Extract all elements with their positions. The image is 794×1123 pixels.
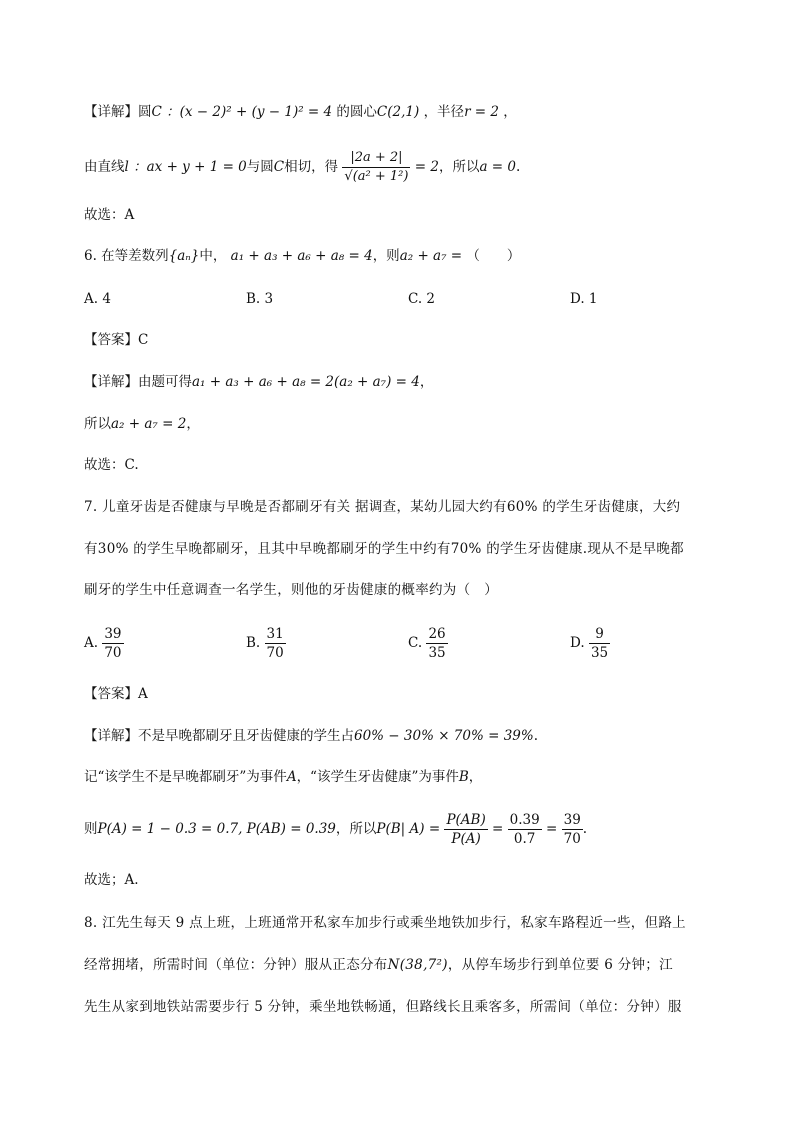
text: ，从停车场步行到单位要 6 分钟；江 (447, 957, 673, 973)
text: ，所以 (335, 821, 377, 837)
option-label: B. (246, 635, 261, 651)
fraction (265, 625, 286, 662)
q7-stem-line3: 刷牙的学生中任意调查一名学生，则他的牙齿健康的概率约为（ ） (84, 582, 498, 598)
q5-choice: 故选：A (84, 207, 135, 223)
fraction (444, 811, 487, 848)
detail-label: 【详解】 (84, 374, 138, 390)
numerator: 9 (589, 625, 610, 644)
q7-detail-line1 (84, 726, 538, 746)
q7-option-b (246, 625, 286, 662)
text: . (516, 159, 521, 175)
q7-prob-line (84, 810, 587, 848)
fraction (589, 625, 610, 662)
text: ， (186, 416, 200, 432)
q7-stem-line2: 有30% 的学生早晚都刷牙，且其中早晚都刷牙的学生中约有70% 的学生牙齿健康.现从不是早晚都 (84, 541, 684, 557)
numerator: 39 (563, 812, 581, 828)
text: ， (503, 104, 517, 120)
text: ，“该学生牙齿健康”为事件 (296, 769, 459, 785)
text: ， (468, 769, 483, 785)
denominator: P(A) (451, 831, 481, 847)
q6-option-d: D. 1 (570, 291, 598, 307)
denominator: 35 (590, 645, 609, 661)
text: 相切，得 (284, 159, 339, 175)
text: = (546, 821, 558, 837)
math-eq: P(A) = 1 − 0.3 = 0.7, P(AB) = 0.39 (97, 821, 336, 837)
q7-events-line (84, 767, 482, 787)
q6-detail-line2 (84, 414, 200, 434)
text: ， (419, 374, 434, 390)
text: ，半径 (423, 104, 465, 120)
numerator: 39 (104, 626, 122, 642)
q6-answer: 【答案】C (84, 332, 149, 348)
math-var: l (124, 159, 129, 175)
fraction (102, 625, 123, 662)
option-label: D. (570, 635, 585, 651)
q7-stem-line1: 7. 儿童牙齿是否健康与早晚是否都刷牙有关 据调查，某幼儿园大约有60% 的学生牙齿健康，大约 (84, 499, 681, 515)
q5-detail-line1 (84, 102, 517, 122)
text: ，则 (372, 248, 400, 264)
q8-stem-line2 (84, 955, 673, 975)
math-eq: a₁ + a₃ + a₆ + a₈ = 2(a₂ + a₇) = 4 (192, 374, 420, 390)
text: 中， (199, 248, 227, 264)
math-eq: N(38,7²) (387, 957, 448, 973)
text: = (492, 821, 504, 837)
text: 不是早晚都刷牙且牙齿健康的学生占 (138, 728, 354, 744)
denominator: 0.7 (513, 831, 536, 847)
text: 的圆心 (336, 104, 377, 120)
math-eq: ：(x − 2)² + (y − 1)² = 4 (166, 104, 333, 120)
math-eq: = 2 (414, 159, 439, 175)
q7-choice: 故选；A. (84, 872, 139, 888)
q7-answer: 【答案】A (84, 686, 148, 702)
option-label: C. (408, 635, 423, 651)
text: 圆 (138, 104, 152, 120)
math-eq: P(B| A) = (376, 821, 441, 837)
q5-detail-line2 (84, 148, 520, 186)
numerator: 31 (266, 626, 284, 642)
q6-option-b: B. 3 (246, 291, 274, 307)
math-eq: r = 2 (464, 104, 499, 120)
text: ，所以 (438, 159, 480, 175)
option-label: A. (84, 635, 99, 651)
text: （ ） (466, 248, 521, 264)
q7-option-c (408, 625, 448, 662)
text: 与圆 (246, 159, 274, 175)
q8-stem-line1: 8. 江先生每天 9 点上班，上班通常开私家车加步行或乘坐地铁加步行，私家车路程近一些，但路上 (84, 915, 686, 931)
math-eq: C(2,1) (376, 104, 420, 120)
numerator: P(AB) (446, 812, 486, 828)
math-eq: 60% − 30% × 70% = 39% (354, 728, 534, 744)
text: 由直线 (84, 159, 125, 175)
numerator: |2a + 2| (342, 149, 410, 168)
math-eq: a = 0 (479, 159, 516, 175)
fraction (426, 625, 447, 662)
math-var: B (458, 769, 469, 785)
text: 所以 (84, 416, 111, 432)
math-var: C (151, 104, 162, 120)
numerator: 26 (428, 626, 446, 642)
q6-option-a: A. 4 (84, 291, 111, 307)
text: . (533, 728, 539, 744)
math-eq: ：ax + y + 1 = 0 (133, 159, 247, 175)
fraction (342, 149, 410, 186)
text: 记“该学生不是早晚都刷牙”为事件 (84, 769, 287, 785)
denominator: 35 (428, 645, 446, 661)
math-eq: a₂ + a₇ = 2 (111, 416, 187, 432)
q6-option-c: C. 2 (408, 291, 436, 307)
math-var: A (286, 769, 297, 785)
q6-detail-line1 (84, 372, 433, 392)
numerator: 0.39 (509, 812, 540, 828)
q7-option-d (570, 625, 610, 662)
denominator: √(a² + 1²) (344, 169, 409, 184)
detail-label: 【详解】 (84, 104, 138, 120)
q8-stem-line3: 先生从家到地铁站需要步行 5 分钟，乘坐地铁畅通，但路线长且乘客多，所需间（单位：分钟）服 (84, 999, 682, 1015)
text: 则 (84, 821, 98, 837)
fraction (562, 811, 583, 848)
text: 经常拥堵，所需时间（单位：分钟）服从正态分布 (84, 957, 388, 973)
math-eq: a₁ + a₃ + a₆ + a₈ = 4 (230, 248, 373, 264)
q7-option-a (84, 625, 124, 662)
math-var: C (273, 159, 285, 175)
fraction (508, 811, 542, 848)
text: 6. 在等差数列 (84, 248, 169, 264)
math-eq: {aₙ} (168, 248, 200, 264)
math-eq: a₂ + a₇ = (399, 248, 463, 264)
q6-stem (84, 246, 520, 266)
detail-label: 【详解】 (84, 728, 138, 744)
denominator: 70 (266, 645, 284, 661)
q6-choice: 故选：C. (84, 457, 139, 473)
text: 由题可得 (138, 374, 192, 390)
text: . (582, 821, 588, 837)
denominator: 70 (563, 831, 581, 847)
denominator: 70 (104, 645, 122, 661)
